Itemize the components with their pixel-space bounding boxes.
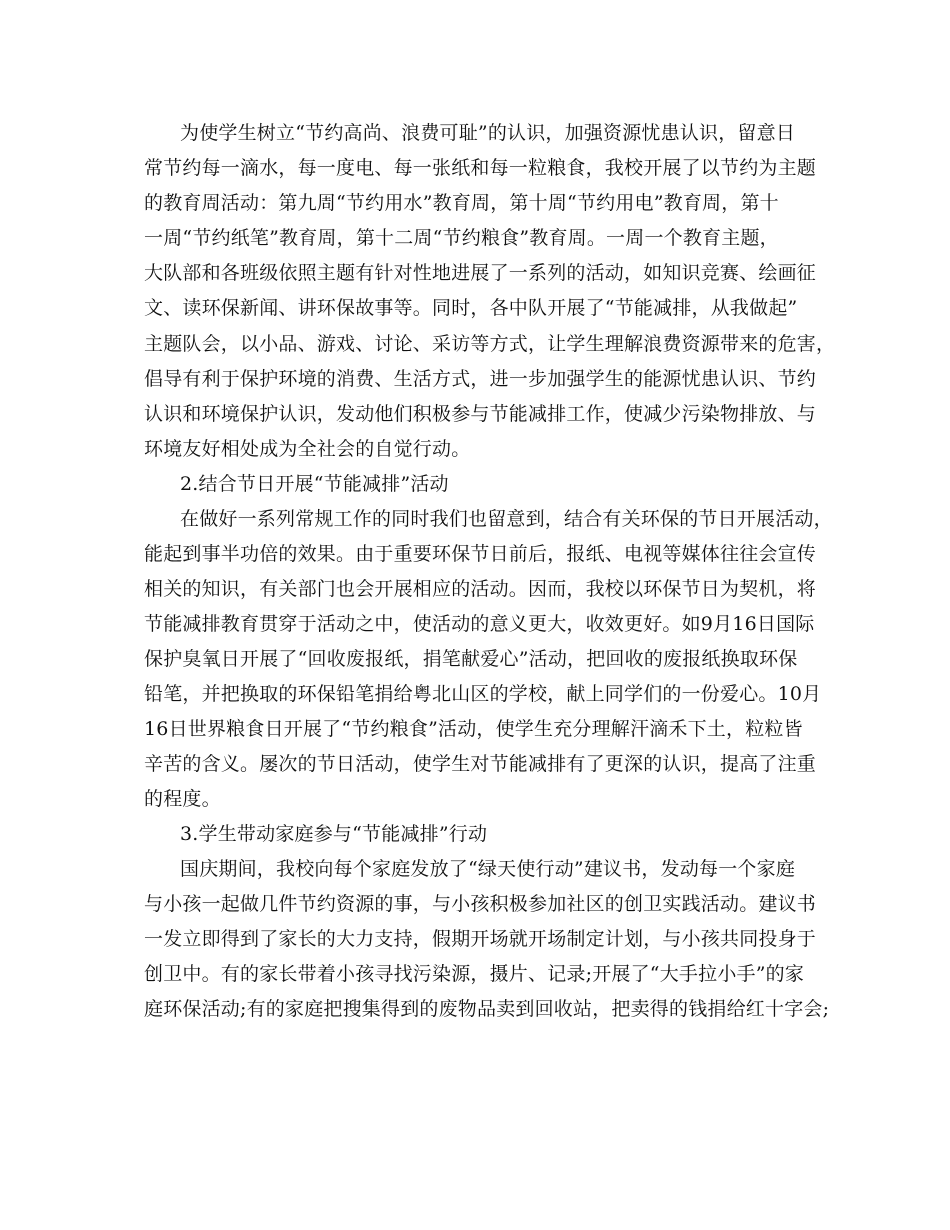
paragraph-2-line-1: 在做好一系列常规工作的同时我们也留意到，结合有关环保的节日开展活动， bbox=[180, 508, 833, 530]
paragraph-3-line-3: 一发立即得到了家长的大力支持，假期开场就开场制定计划，与小孩共同投身于 bbox=[144, 928, 817, 950]
paragraph-3-line-4: 创卫中。有的家长带着小孩寻找污染源，摄片、记录;开展了“大手拉小手”的家 bbox=[144, 963, 805, 985]
paragraph-3-line-2: 与小孩一起做几件节约资源的事，与小孩积极参加社区的创卫实践活动。建议书 bbox=[144, 893, 817, 915]
paragraph-2-line-2: 能起到事半功倍的效果。由于重要环保节日前后，报纸、电视等媒体往往会宣传 bbox=[144, 543, 817, 565]
paragraph-1-line-10: 环境友好相处成为全社会的自觉行动。 bbox=[144, 438, 471, 460]
paragraph-2-line-8: 辛苦的含义。屡次的节日活动，使学生对节能减排有了更深的认识，提高了注重 bbox=[144, 753, 817, 775]
paragraph-2-line-9: 的程度。 bbox=[144, 788, 221, 810]
paragraph-1-line-6: 文、读环保新闻、讲环保故事等。同时，各中队开展了“节能减排，从我做起” bbox=[144, 297, 798, 319]
paragraph-2-line-6: 铅笔，并把换取的环保铅笔捐给粤北山区的学校，献上同学们的一份爱心。10月 bbox=[144, 683, 822, 705]
paragraph-3-line-1: 国庆期间，我校向每个家庭发放了“绿天使行动”建议书，发动每一个家庭 bbox=[180, 858, 796, 880]
paragraph-1-line-4: 一周“节约纸笔”教育周，第十二周“节约粮食”教育周。一周一个教育主题， bbox=[144, 227, 779, 249]
paragraph-1-line-7: 主题队会，以小品、游戏、讨论、采访等方式，让学生理解浪费资源带来的危害， bbox=[144, 333, 836, 355]
paragraph-1-line-9: 认识和环境保护认识，发动他们积极参与节能减排工作，使减少污染物排放、与 bbox=[144, 403, 817, 425]
section-heading-3: 3.学生带动家庭参与“节能减排”行动 bbox=[180, 823, 488, 845]
section-heading-2: 2.结合节日开展“节能减排”活动 bbox=[180, 473, 449, 495]
paragraph-2-line-3: 相关的知识，有关部门也会开展相应的活动。因而，我校以环保节日为契机，将 bbox=[144, 578, 817, 600]
paragraph-2-line-5: 保护臭氧日开展了“回收废报纸，捐笔献爱心”活动，把回收的废报纸换取环保 bbox=[144, 648, 798, 670]
paragraph-2-line-4: 节能减排教育贯穿于活动之中，使活动的意义更大，收效更好。如9月16日国际 bbox=[144, 613, 815, 635]
paragraph-1-line-3: 的教育周活动：第九周“节约用水”教育周，第十周“节约用电”教育周，第十 bbox=[144, 192, 779, 214]
paragraph-1-line-1: 为使学生树立“节约高尚、浪费可耻”的认识，加强资源忧患认识，留意日 bbox=[180, 122, 796, 144]
paragraph-1-line-5: 大队部和各班级依照主题有针对性地进展了一系列的活动，如知识竞赛、绘画征 bbox=[144, 262, 817, 284]
paragraph-1-line-2: 常节约每一滴水，每一度电、每一张纸和每一粒粮食，我校开展了以节约为主题 bbox=[144, 157, 817, 179]
paragraph-1-line-8: 倡导有利于保护环境的消费、生活方式，进一步加强学生的能源忧患认识、节约 bbox=[144, 368, 817, 390]
paragraph-2-line-7: 16日世界粮食日开展了“节约粮食”活动，使学生充分理解汗滴禾下土，粒粒皆 bbox=[144, 718, 803, 740]
paragraph-3-line-5: 庭环保活动;有的家庭把搜集得到的废物品卖到回收站，把卖得的钱捐给红十字会; bbox=[144, 998, 830, 1020]
